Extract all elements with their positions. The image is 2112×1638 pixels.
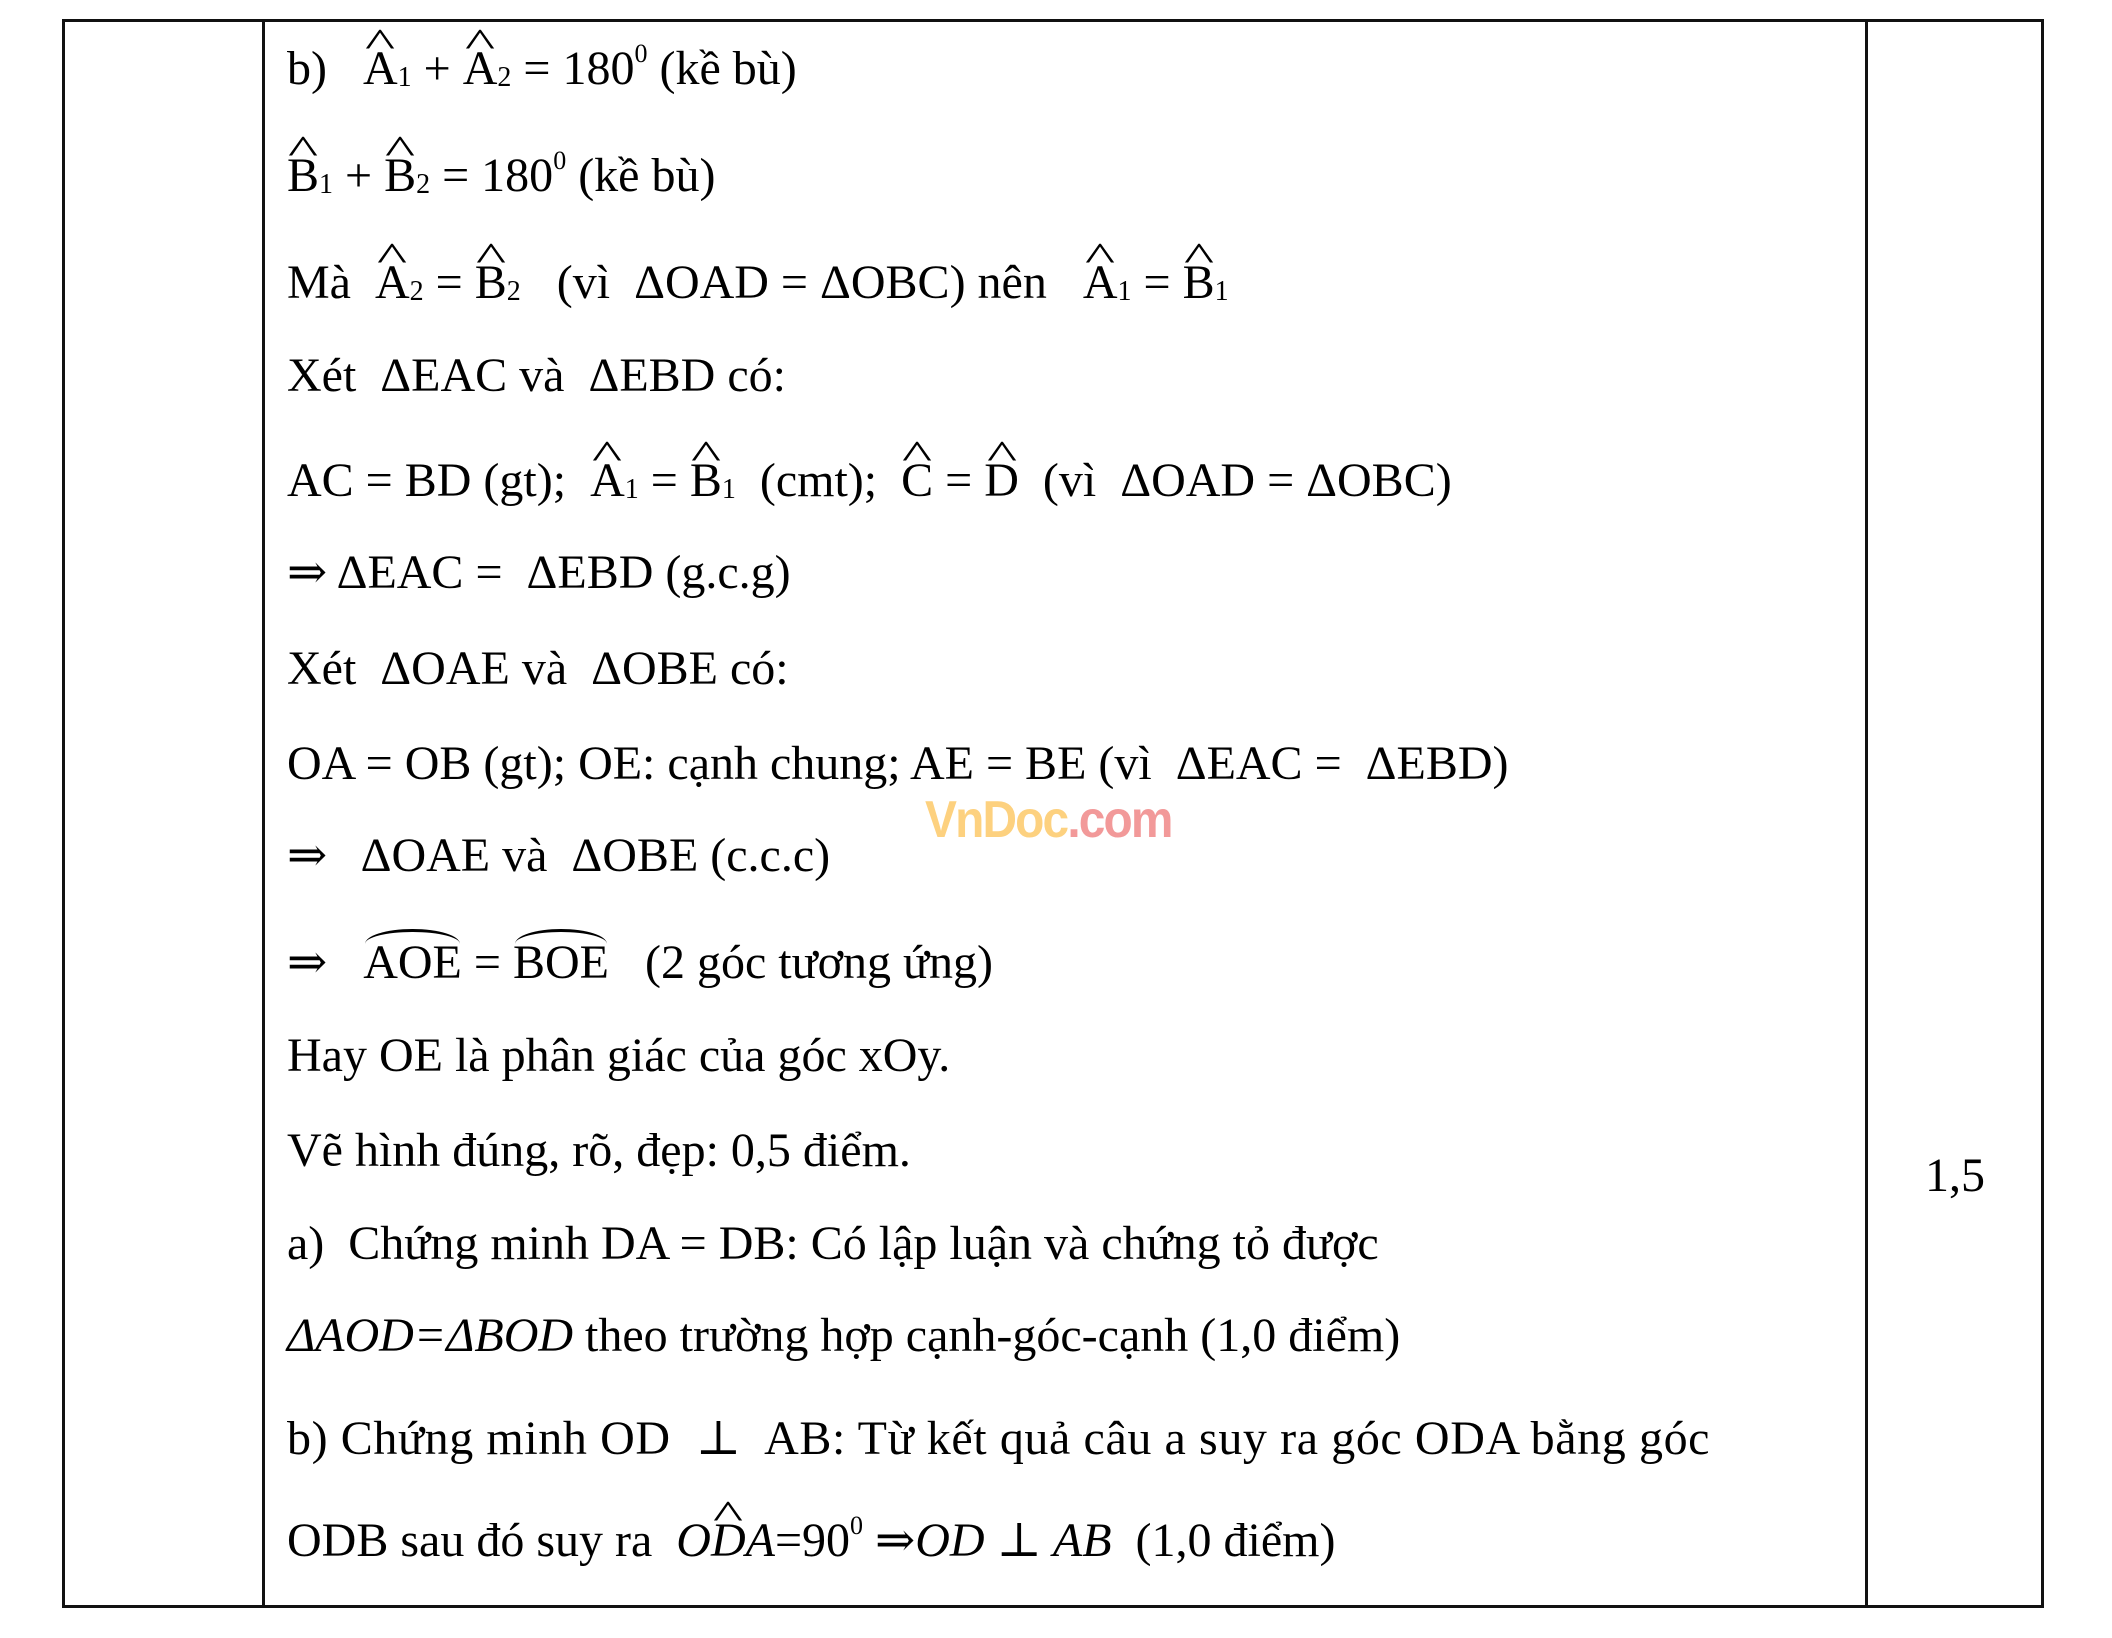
label: b) (287, 42, 327, 95)
angle-a2: ^ A (375, 255, 410, 311)
line-10: ⇒ AOE = BOE (2 góc tương ứng) (287, 936, 993, 989)
line-13: a) Chứng minh DA = DB: Có lập luận và chứng tỏ được (287, 1217, 1379, 1270)
line-14: ΔAOD=ΔBOD theo trường hợp cạnh-góc-cạnh (1,0 điểm) (287, 1309, 1401, 1362)
line-8: OA = OB (gt); OE: cạnh chung; AE = BE (vì ΔEAC = ΔEBD) (287, 737, 1509, 790)
line-1: b) ^ $A_1$ + ^ $A_2 = 180^0$ (kề bù) (287, 41, 797, 97)
angle-c: ^ C (901, 453, 933, 509)
angle-d: ^ D (984, 453, 1019, 509)
angle-aoe: AOE (363, 936, 462, 989)
line-16: ODB sau đó suy ra O^ $DA=90^0$ ⇒OD ⊥ AB (1,0 điểm) (287, 1513, 1335, 1569)
angle-a1: ^ A (363, 41, 398, 97)
angle-b1: ^ B (287, 148, 319, 204)
line-2: ^ $B_1$ + ^ $B_2 = 180^0$ (kề bù) (287, 148, 715, 204)
angle-boe: BOE (512, 936, 609, 989)
angle-oda: O^ DA (676, 1514, 775, 1567)
angle-b1: ^ B (690, 453, 722, 509)
angle-b2: ^ B (475, 255, 507, 311)
score-value: 1,5 (1925, 1149, 1985, 1202)
line-11: Hay OE là phân giác của góc xOy. (287, 1029, 951, 1082)
congruence-formula: ΔAOD=ΔBOD (287, 1309, 574, 1362)
column-divider-1 (262, 19, 265, 1608)
angle-a1: ^ A (590, 453, 625, 509)
watermark-logo: VnDoc.com (925, 791, 1172, 849)
angle-b2: ^ B (384, 148, 416, 204)
angle-a1: ^ A (1083, 255, 1118, 311)
line-6: ⇒ ΔEAC = ΔEBD (g.c.g) (287, 546, 791, 599)
angle-b1: ^ B (1183, 255, 1215, 311)
line-5: AC = BD (gt); ^ $A_1$ = ^ $B_1$ (cmt); ^ C = ^ D (vì ΔOAD = ΔOBC) (287, 453, 1452, 509)
line-9: ⇒ ΔOAE và ΔOBE (c.c.c) (287, 829, 831, 882)
line-15: b) Chứng minh OD ⊥ AB: Từ kết quả câu a suy ra góc ODA bằng góc (287, 1412, 1711, 1465)
line-4: Xét ΔEAC và ΔEBD có: (287, 349, 786, 402)
line-3: Mà ^ $A_2$ = ^ $B_2$ (vì ΔOAD = ΔOBC) nên ^ $A_1$ = ^ $B_1$ (287, 255, 1229, 311)
column-divider-2 (1865, 19, 1868, 1608)
line-7: Xét ΔOAE và ΔOBE có: (287, 642, 789, 695)
angle-a2: ^ A (463, 41, 498, 97)
line-12: Vẽ hình đúng, rõ, đẹp: 0,5 điểm. (287, 1124, 911, 1177)
